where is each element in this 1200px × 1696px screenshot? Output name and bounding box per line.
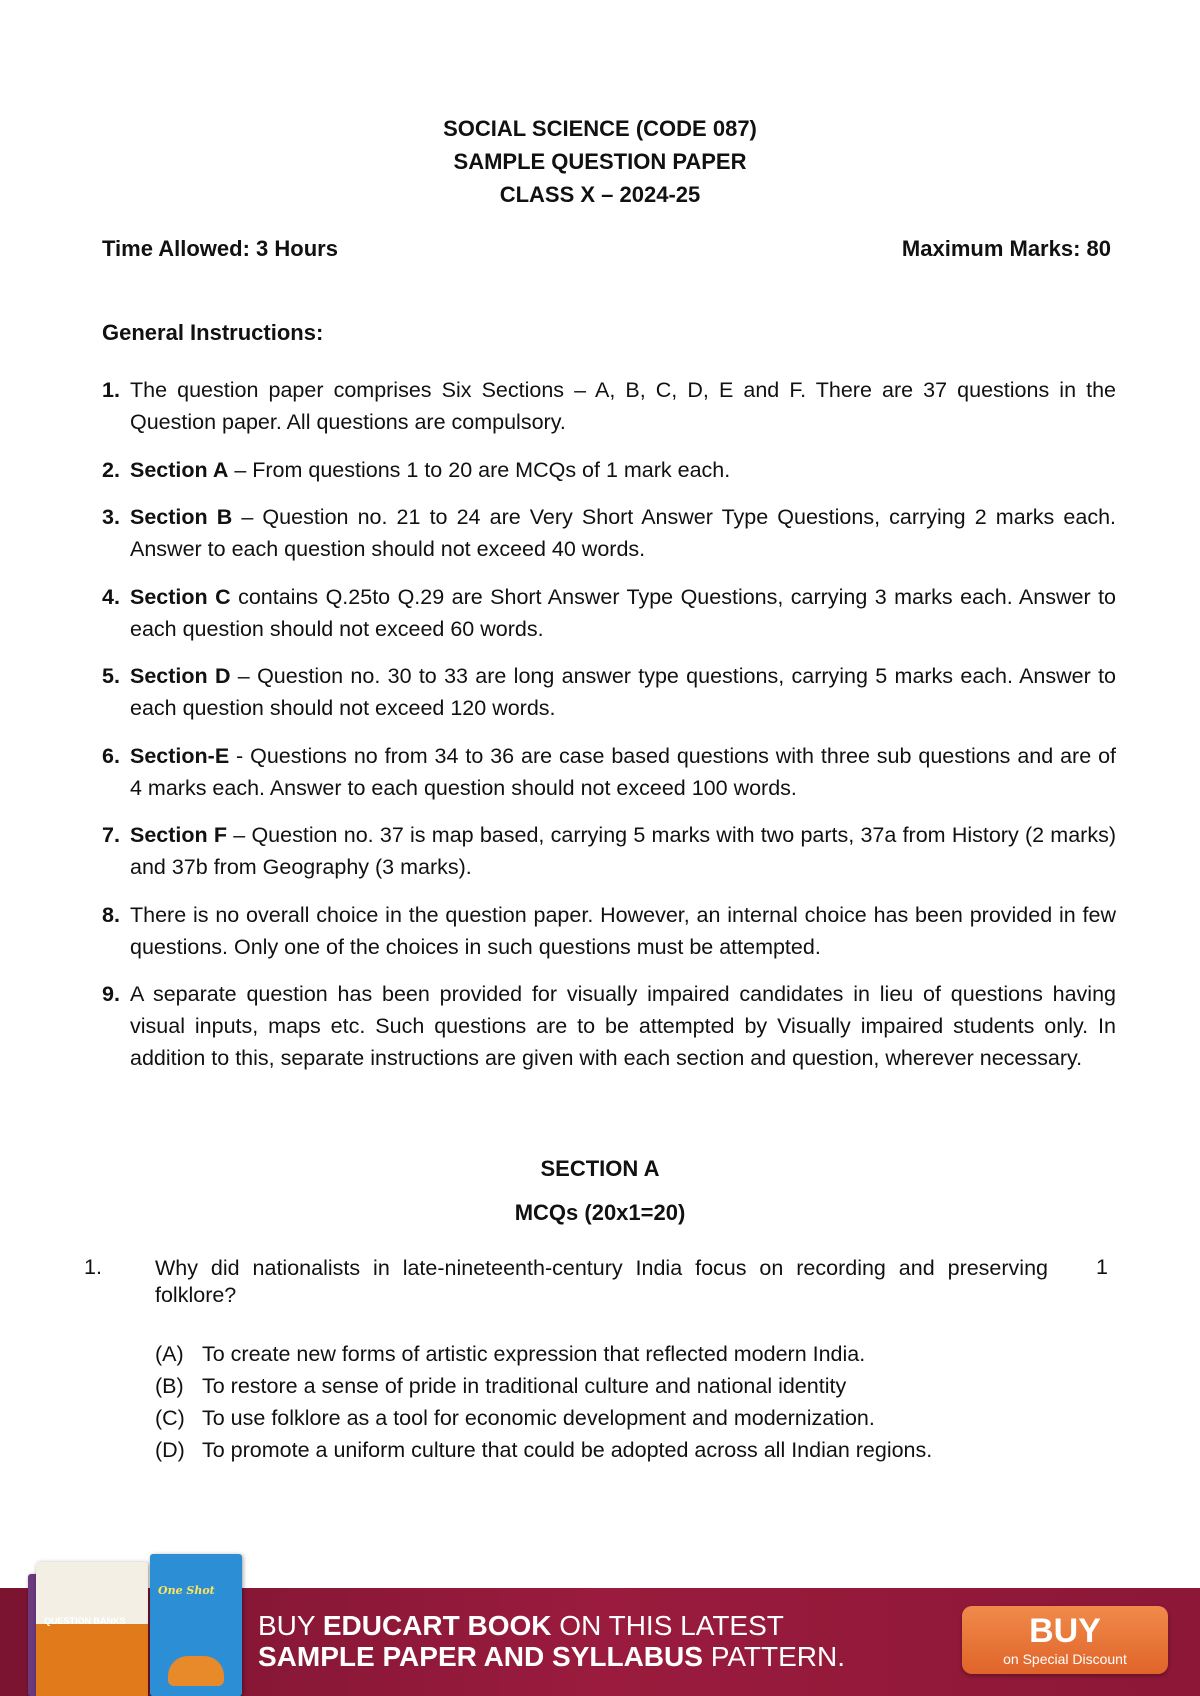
book-covers-image <box>22 1550 247 1696</box>
banner-rest-2: PATTERN. <box>702 1641 846 1672</box>
question-text: Why did nationalists in late-nineteenth-century India focus on recording and preserving folklore? <box>155 1256 1048 1307</box>
banner-bold-2: SAMPLE PAPER AND SYLLABUS <box>258 1641 703 1672</box>
instruction-item <box>102 454 1116 486</box>
banner-line-2 <box>258 1641 845 1672</box>
question-number: 1. <box>84 1255 102 1279</box>
instruction-number: 7. <box>102 823 120 847</box>
option-d <box>155 1434 932 1466</box>
one-shot-book <box>150 1554 242 1696</box>
instructions-list <box>102 374 1116 1090</box>
instruction-body: – Question no. 21 to 24 are Very Short Answer Type Questions, carrying 2 marks each. Answer to each question should not exceed 40 words. <box>130 505 1117 561</box>
instruction-bold: Section F <box>130 823 228 847</box>
instruction-number: 4. <box>102 584 120 609</box>
question-options <box>155 1338 932 1466</box>
instruction-body: – Question no. 37 is map based, carrying 5 marks with two parts, 37a from History (2 marks) and 37b from Geography (3 marks). <box>130 823 1116 879</box>
buy-button[interactable] <box>962 1606 1168 1674</box>
instruction-body: There is no overall choice in the question paper. However, an internal choice has been provided in few questions. Only one of the choices in such questions must be attempted. <box>130 902 1116 959</box>
paper-header <box>0 112 1200 211</box>
option-text: To use folklore as a tool for economic development and modernization. <box>202 1406 875 1430</box>
instruction-text <box>130 374 1116 438</box>
instruction-bold: Section C <box>130 584 231 609</box>
banner-brand: EDUCART BOOK <box>322 1610 552 1641</box>
instruction-text <box>130 581 1116 645</box>
option-text: To restore a sense of pride in traditional culture and national identity <box>202 1374 847 1398</box>
instruction-number: 3. <box>102 505 120 529</box>
instruction-item <box>102 581 1116 645</box>
instruction-number: 6. <box>102 743 120 768</box>
time-allowed: Time Allowed: 3 Hours <box>102 236 338 261</box>
option-label: (A) <box>155 1342 184 1366</box>
question-marks: 1 <box>1096 1255 1108 1279</box>
instruction-bold: Section B <box>130 505 233 529</box>
instruction-text <box>130 978 1116 1074</box>
maximum-marks: Maximum Marks: 80 <box>901 236 1111 261</box>
banner-text <box>258 1610 845 1672</box>
book-cover-strip <box>36 1624 148 1696</box>
question-bank-book <box>36 1562 148 1696</box>
instruction-body: – Question no. 30 to 33 are long answer type questions, carrying 5 marks each. Answer to each question should not exceed 120 words. <box>130 664 1117 720</box>
banner-rest-1: ON THIS LATEST <box>551 1610 784 1641</box>
instruction-item <box>102 501 1116 565</box>
banner-line-1 <box>258 1610 845 1641</box>
banner-buy: BUY <box>258 1610 323 1641</box>
instruction-bold: Section-E <box>130 743 230 768</box>
option-text: To create new forms of artistic expression that reflected modern India. <box>202 1342 866 1366</box>
instruction-item <box>102 819 1116 883</box>
instruction-item <box>102 978 1116 1074</box>
instruction-item <box>102 660 1116 724</box>
paper-type: SAMPLE QUESTION PAPER <box>453 149 747 174</box>
option-b <box>155 1370 932 1402</box>
instruction-number: 5. <box>102 664 120 688</box>
paper-meta <box>102 236 1111 262</box>
option-a <box>155 1338 932 1370</box>
option-c <box>155 1402 932 1434</box>
option-label: (B) <box>155 1374 184 1398</box>
instruction-item <box>102 374 1116 438</box>
option-label: (D) <box>155 1438 185 1462</box>
buy-button-sublabel: on Special Discount <box>1003 1651 1127 1667</box>
book-title: One Shot <box>158 1584 215 1597</box>
class-year: CLASS X – 2024-25 <box>499 182 701 207</box>
general-instructions-title: General Instructions: <box>102 320 324 345</box>
buy-button-label: BUY <box>1029 1612 1101 1650</box>
car-illustration <box>168 1656 224 1686</box>
instruction-text <box>130 899 1116 963</box>
instruction-number: 2. <box>102 457 120 482</box>
instruction-item <box>102 740 1116 804</box>
instruction-text <box>130 501 1116 565</box>
instruction-body: A separate question has been provided for visually impaired candidates in lieu of questions having visual inputs, maps etc. Such questions are to be attempted by Visually impaired students only. In addition to this, separate instructions are given with each section and question, wherever necessary. <box>130 982 1116 1070</box>
instruction-body: - Questions no from 34 to 36 are case based questions with three sub questions and are of 4 marks each. Answer to each question should not exceed 100 words. <box>130 743 1116 800</box>
instruction-body: The question paper comprises Six Sections – A, B, C, D, E and F. There are 37 questions in the Question paper. All questions are compulsory. <box>130 378 1116 434</box>
instruction-text <box>130 740 1116 804</box>
instruction-text <box>130 454 1116 486</box>
instruction-body: – From questions 1 to 20 are MCQs of 1 mark each. <box>228 457 731 482</box>
instruction-bold: Section A <box>130 457 229 482</box>
subject-title: SOCIAL SCIENCE (CODE 087) <box>443 116 757 141</box>
instruction-bold: Section D <box>130 664 231 688</box>
instruction-item <box>102 899 1116 963</box>
instruction-body: contains Q.25to Q.29 are Short Answer Type Questions, carrying 3 marks each. Answer to each question should not exceed 60 words. <box>130 584 1116 641</box>
instruction-text <box>130 660 1116 724</box>
instruction-number: 9. <box>102 982 120 1006</box>
book-title: QUESTION BANKS <box>44 1616 126 1626</box>
option-label: (C) <box>155 1406 185 1430</box>
instruction-text <box>130 819 1116 883</box>
section-title: SECTION A <box>540 1156 660 1181</box>
section-subtitle: MCQs (20x1=20) <box>514 1200 686 1225</box>
instruction-number: 1. <box>102 378 120 402</box>
option-text: To promote a uniform culture that could be adopted across all Indian regions. <box>202 1438 933 1462</box>
instruction-number: 8. <box>102 902 120 927</box>
